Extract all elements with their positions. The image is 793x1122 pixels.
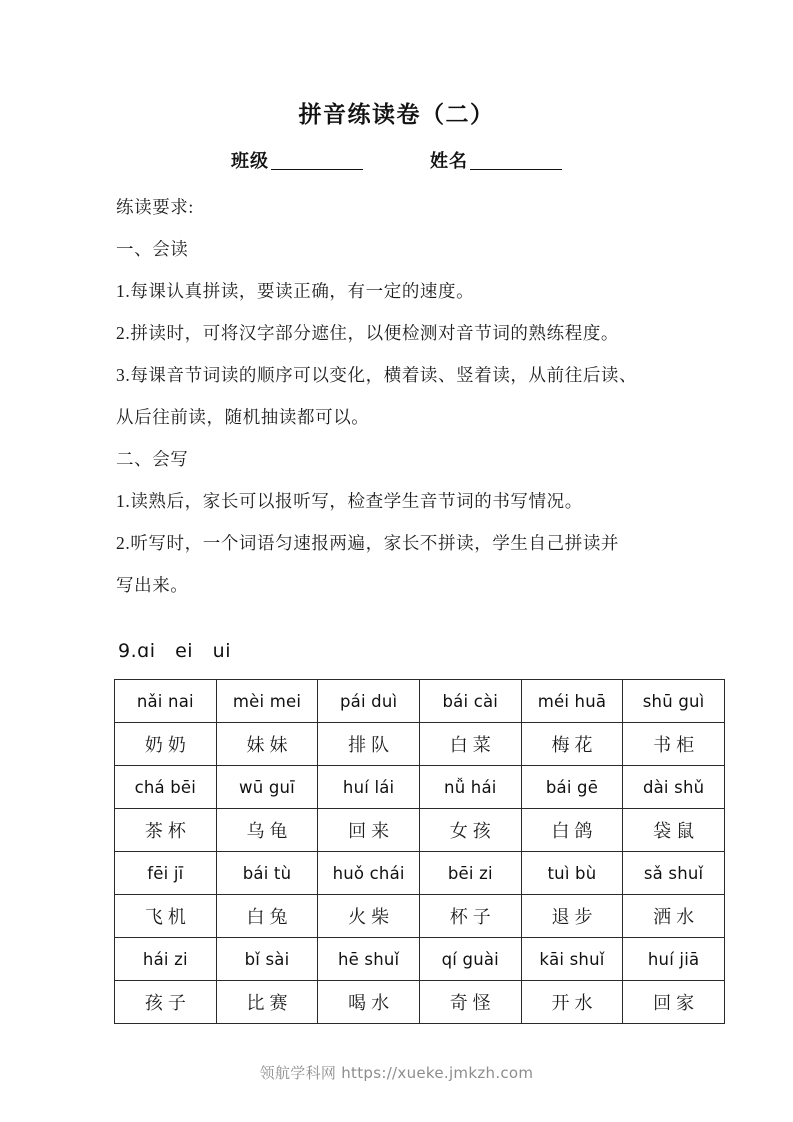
table-cell: bēi zi xyxy=(419,852,521,895)
table-cell: 白鸽 xyxy=(521,809,623,852)
table-row xyxy=(115,938,725,981)
footer-credit: 领航学科网 https://xueke.jmkzh.com xyxy=(259,1064,534,1082)
name-field[interactable] xyxy=(430,147,562,173)
word-table-body xyxy=(115,680,725,1024)
page-title: 拼音练读卷（二） xyxy=(298,102,495,127)
table-cell: kāi shuǐ xyxy=(521,938,623,981)
table-row xyxy=(115,766,725,809)
table-cell: 飞机 xyxy=(115,895,217,938)
table-cell: bái cài xyxy=(419,680,521,723)
lesson-heading: 9.ɑi ei ui xyxy=(118,640,231,662)
table-cell: wū guī xyxy=(216,766,318,809)
table-cell: pái duì xyxy=(318,680,420,723)
table-cell: 女孩 xyxy=(419,809,521,852)
table-row xyxy=(115,723,725,766)
section-one-item-1: 1.每课认真拼读，要读正确，有一定的速度。 xyxy=(116,281,475,301)
table-cell: 排队 xyxy=(318,723,420,766)
table-cell: 白兔 xyxy=(216,895,318,938)
table-cell: chá bēi xyxy=(115,766,217,809)
name-blank-line[interactable] xyxy=(470,169,562,170)
section-two-item-2-continued: 写出来。 xyxy=(116,575,189,595)
table-cell: 开水 xyxy=(521,981,623,1024)
table-cell: 乌龟 xyxy=(216,809,318,852)
section-two-heading: 二、会写 xyxy=(116,449,189,469)
section-one-item-3: 3.每课音节词读的顺序可以变化，横着读、竖着读，从前往后读、 xyxy=(116,365,638,385)
class-blank-line[interactable] xyxy=(271,169,363,170)
table-cell: 喝水 xyxy=(318,981,420,1024)
table-cell: nǎi nai xyxy=(115,680,217,723)
instructions-block xyxy=(116,186,716,606)
section-two-item-2: 2.听写时，一个词语匀速报两遍，家长不拼读，学生自己拼读并 xyxy=(116,533,620,553)
table-cell: 孩子 xyxy=(115,981,217,1024)
student-id-line xyxy=(0,147,793,173)
table-cell: huí jiā xyxy=(623,938,725,981)
section-two-item-1: 1.读熟后，家长可以报听写，检查学生音节词的书写情况。 xyxy=(116,491,583,511)
table-cell: tuì bù xyxy=(521,852,623,895)
table-cell: 奶奶 xyxy=(115,723,217,766)
table-cell: méi huā xyxy=(521,680,623,723)
table-cell: 梅花 xyxy=(521,723,623,766)
table-row xyxy=(115,680,725,723)
table-row xyxy=(115,809,725,852)
table-cell: huǒ chái xyxy=(318,852,420,895)
table-cell: 退步 xyxy=(521,895,623,938)
table-row xyxy=(115,895,725,938)
table-cell: 白菜 xyxy=(419,723,521,766)
table-cell: bǐ sài xyxy=(216,938,318,981)
table-cell: 奇怪 xyxy=(419,981,521,1024)
table-cell: 回来 xyxy=(318,809,420,852)
table-cell: hē shuǐ xyxy=(318,938,420,981)
section-one-item-2: 2.拼读时，可将汉字部分遮住，以便检测对音节词的熟练程度。 xyxy=(116,323,620,343)
table-cell: huí lái xyxy=(318,766,420,809)
table-cell: bái tù xyxy=(216,852,318,895)
table-cell: hái zi xyxy=(115,938,217,981)
class-field[interactable] xyxy=(231,147,363,173)
table-row xyxy=(115,981,725,1024)
table-cell: nǚ hái xyxy=(419,766,521,809)
name-label: 姓名 xyxy=(430,151,468,171)
table-row xyxy=(115,852,725,895)
table-cell: shū guì xyxy=(623,680,725,723)
table-cell: 回家 xyxy=(623,981,725,1024)
table-cell: 比赛 xyxy=(216,981,318,1024)
table-cell: dài shǔ xyxy=(623,766,725,809)
table-cell: 袋鼠 xyxy=(623,809,725,852)
table-cell: 茶杯 xyxy=(115,809,217,852)
table-cell: 火柴 xyxy=(318,895,420,938)
table-cell: qí guài xyxy=(419,938,521,981)
table-cell: bái gē xyxy=(521,766,623,809)
table-cell: 杯子 xyxy=(419,895,521,938)
section-one-heading: 一、会读 xyxy=(116,239,189,259)
table-cell: sǎ shuǐ xyxy=(623,852,725,895)
class-label: 班级 xyxy=(231,151,269,171)
word-table xyxy=(114,679,725,1024)
instructions-heading: 练读要求: xyxy=(116,197,194,217)
table-cell: fēi jī xyxy=(115,852,217,895)
table-cell: 书柜 xyxy=(623,723,725,766)
table-cell: mèi mei xyxy=(216,680,318,723)
table-cell: 妹妹 xyxy=(216,723,318,766)
table-cell: 洒水 xyxy=(623,895,725,938)
section-one-item-3-continued: 从后往前读，随机抽读都可以。 xyxy=(116,407,370,427)
